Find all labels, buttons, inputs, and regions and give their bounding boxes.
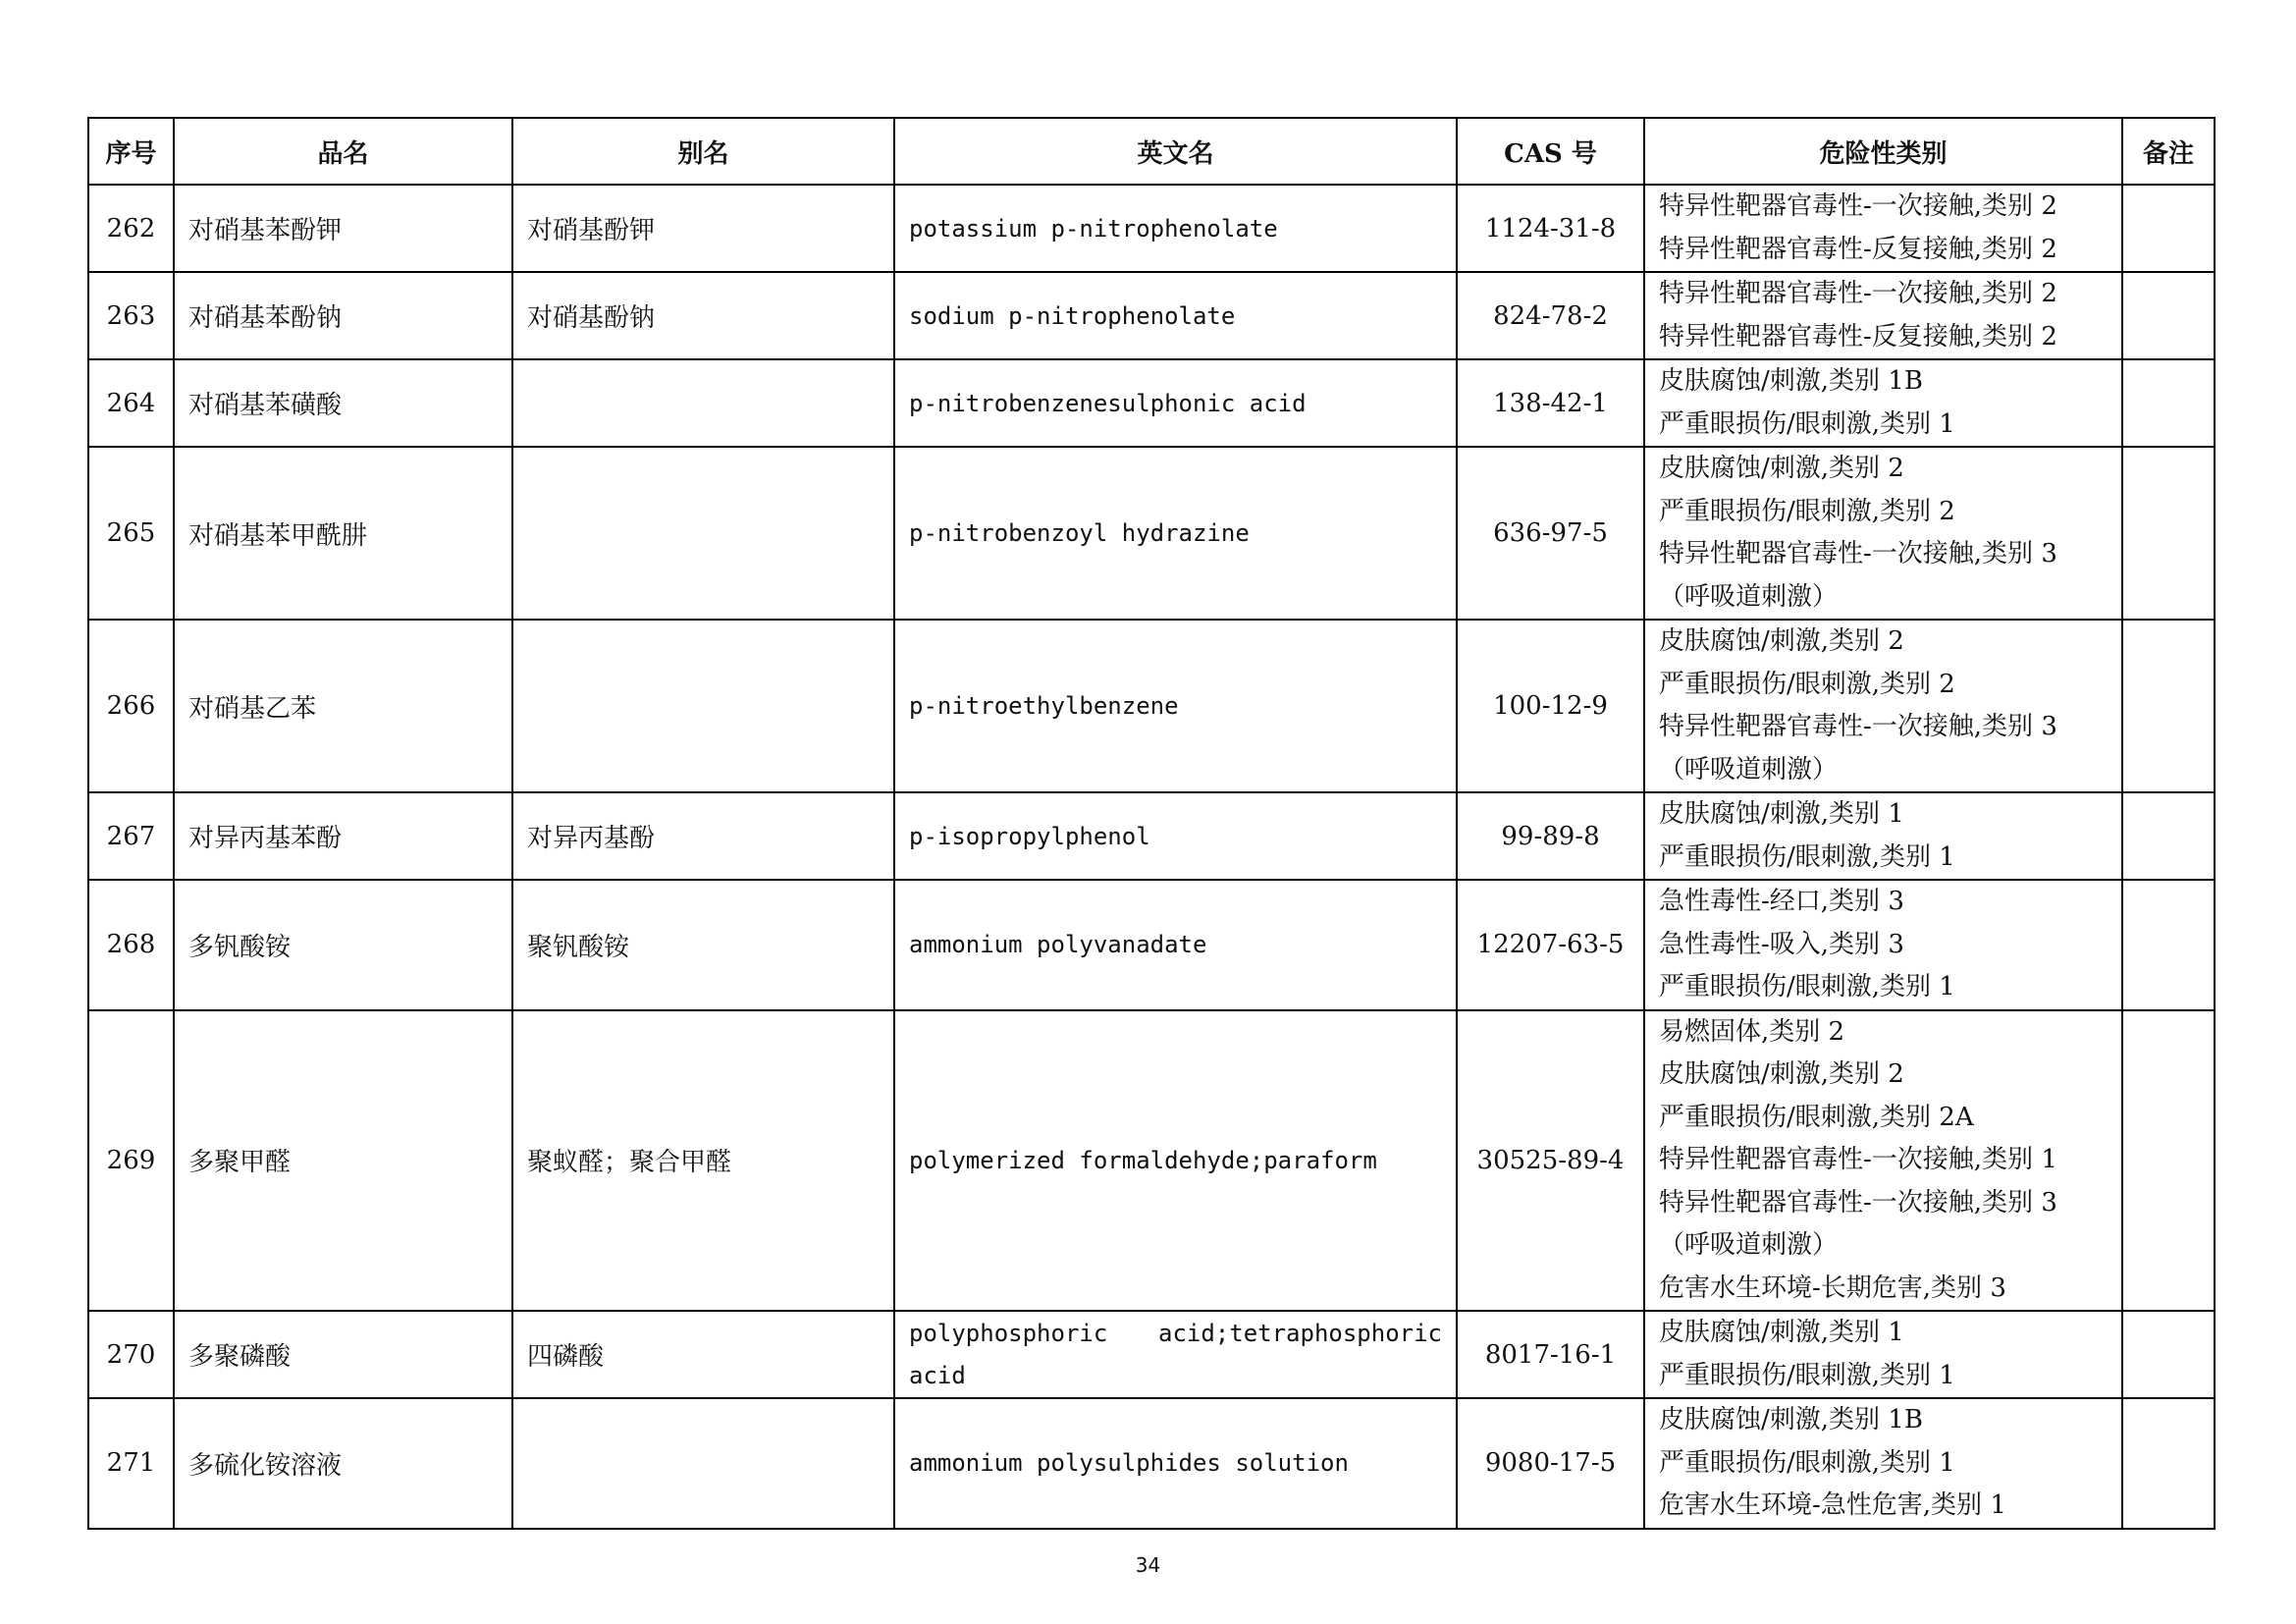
- cell-alias: [512, 1398, 894, 1529]
- cell-english: sodium p-nitrophenolate: [894, 272, 1457, 359]
- hazard-line: 严重眼损伤/眼刺激,类别 2: [1659, 669, 1955, 699]
- cell-english: ammonium polysulphides solution: [894, 1398, 1457, 1529]
- hazard-line: 易燃固体,类别 2: [1659, 1016, 1845, 1047]
- cell-no: 265: [88, 447, 174, 620]
- cell-cas: 30525-89-4: [1457, 1010, 1644, 1312]
- hazard-line: 特异性靶器官毒性-反复接触,类别 2: [1659, 321, 2057, 352]
- hazard-line: 严重眼损伤/眼刺激,类别 2A: [1659, 1102, 1974, 1132]
- cell-cas: 636-97-5: [1457, 447, 1644, 620]
- cell-no: 268: [88, 880, 174, 1010]
- cell-cas: 824-78-2: [1457, 272, 1644, 359]
- cell-no: 263: [88, 272, 174, 359]
- cell-hazard: [1644, 447, 2122, 620]
- hazard-line: 特异性靶器官毒性-一次接触,类别 3: [1659, 1187, 2057, 1218]
- page-number: 34: [1135, 1553, 1161, 1577]
- table-row: [88, 1010, 2215, 1312]
- cell-alias: 对硝基酚钾: [512, 185, 894, 272]
- cell-note: [2122, 1010, 2215, 1312]
- cell-cas: 99-89-8: [1457, 792, 1644, 880]
- table-row: [88, 620, 2215, 792]
- cell-no: 262: [88, 185, 174, 272]
- cell-note: [2122, 185, 2215, 272]
- table-row: [88, 272, 2215, 359]
- cell-english: polyphosphoric acid;tetraphosphoric acid: [894, 1311, 1457, 1398]
- cell-alias: 聚钒酸铵: [512, 880, 894, 1010]
- header-alias: 别名: [512, 118, 894, 185]
- cell-cas: 12207-63-5: [1457, 880, 1644, 1010]
- document-page: [87, 117, 2214, 1530]
- cell-hazard: [1644, 620, 2122, 792]
- cell-english: p-nitroethylbenzene: [894, 620, 1457, 792]
- cell-name: 对硝基苯甲酰肼: [174, 447, 512, 620]
- table-row: [88, 1398, 2215, 1529]
- cell-no: 271: [88, 1398, 174, 1529]
- hazard-line: 严重眼损伤/眼刺激,类别 2: [1659, 496, 1955, 526]
- hazard-line: 严重眼损伤/眼刺激,类别 1: [1659, 1447, 1955, 1478]
- hazard-line: 急性毒性-经口,类别 3: [1659, 887, 1904, 916]
- hazard-line: 特异性靶器官毒性-一次接触,类别 2: [1659, 279, 2057, 308]
- hazard-line: 特异性靶器官毒性-一次接触,类别 2: [1659, 191, 2057, 221]
- cell-cas: 100-12-9: [1457, 620, 1644, 792]
- cell-english: p-nitrobenzenesulphonic acid: [894, 359, 1457, 447]
- cell-english: p-isopropylphenol: [894, 792, 1457, 880]
- header-english: 英文名: [894, 118, 1457, 185]
- cell-name: 对异丙基苯酚: [174, 792, 512, 880]
- hazard-line: 皮肤腐蚀/刺激,类别 1: [1659, 1318, 1904, 1347]
- hazard-line: （呼吸道刺激）: [1659, 754, 1839, 785]
- cell-no: 264: [88, 359, 174, 447]
- table-row: [88, 1311, 2215, 1398]
- cell-note: [2122, 359, 2215, 447]
- hazard-line: 皮肤腐蚀/刺激,类别 1B: [1659, 366, 1923, 396]
- hazard-line: 皮肤腐蚀/刺激,类别 2: [1659, 626, 1904, 656]
- cell-name: 对硝基苯酚钾: [174, 185, 512, 272]
- table-row: [88, 185, 2215, 272]
- cell-english: ammonium polyvanadate: [894, 880, 1457, 1010]
- cell-name: 多钒酸铵: [174, 880, 512, 1010]
- hazard-line: 特异性靶器官毒性-一次接触,类别 3: [1659, 539, 2057, 568]
- hazard-line: 特异性靶器官毒性-反复接触,类别 2: [1659, 234, 2057, 264]
- cell-hazard: [1644, 272, 2122, 359]
- table-row: [88, 792, 2215, 880]
- cell-alias: 聚蚁醛；聚合甲醛: [512, 1010, 894, 1312]
- cell-name: 多聚甲醛: [174, 1010, 512, 1312]
- table-row: [88, 880, 2215, 1010]
- cell-no: 269: [88, 1010, 174, 1312]
- cell-name: 对硝基乙苯: [174, 620, 512, 792]
- cell-name: 多聚磷酸: [174, 1311, 512, 1398]
- table-row: [88, 447, 2215, 620]
- hazard-line: 特异性靶器官毒性-一次接触,类别 1: [1659, 1145, 2057, 1174]
- hazard-line: 皮肤腐蚀/刺激,类别 2: [1659, 1059, 1904, 1089]
- hazard-line: 皮肤腐蚀/刺激,类别 1B: [1659, 1405, 1923, 1435]
- hazard-line: 严重眼损伤/眼刺激,类别 1: [1659, 408, 1955, 439]
- cell-hazard: [1644, 185, 2122, 272]
- cell-hazard: [1644, 1311, 2122, 1398]
- cell-cas: 1124-31-8: [1457, 185, 1644, 272]
- cell-hazard: [1644, 1010, 2122, 1312]
- cell-name: 对硝基苯酚钠: [174, 272, 512, 359]
- hazard-line: 特异性靶器官毒性-一次接触,类别 3: [1659, 712, 2057, 741]
- header-note: 备注: [2122, 118, 2215, 185]
- cell-name: 对硝基苯磺酸: [174, 359, 512, 447]
- cell-note: [2122, 447, 2215, 620]
- cell-note: [2122, 1398, 2215, 1529]
- cell-alias: [512, 447, 894, 620]
- header-cas: CAS 号: [1457, 118, 1644, 185]
- table-row: [88, 359, 2215, 447]
- cell-no: 270: [88, 1311, 174, 1398]
- hazard-line: 严重眼损伤/眼刺激,类别 1: [1659, 841, 1955, 872]
- cell-hazard: [1644, 1398, 2122, 1529]
- cell-english: polymerized formaldehyde;paraform: [894, 1010, 1457, 1312]
- cell-cas: 8017-16-1: [1457, 1311, 1644, 1398]
- cell-hazard: [1644, 792, 2122, 880]
- cell-cas: 9080-17-5: [1457, 1398, 1644, 1529]
- hazard-line: 皮肤腐蚀/刺激,类别 2: [1659, 454, 1904, 483]
- cell-no: 267: [88, 792, 174, 880]
- cell-name: 多硫化铵溶液: [174, 1398, 512, 1529]
- cell-alias: [512, 359, 894, 447]
- hazard-line: （呼吸道刺激）: [1659, 581, 1839, 612]
- hazard-line: 危害水生环境-长期危害,类别 3: [1659, 1272, 2006, 1303]
- cell-note: [2122, 1311, 2215, 1398]
- cell-hazard: [1644, 359, 2122, 447]
- cell-note: [2122, 272, 2215, 359]
- header-hazard: 危险性类别: [1644, 118, 2122, 185]
- cell-note: [2122, 792, 2215, 880]
- chemicals-table: [87, 117, 2216, 1530]
- cell-alias: 四磷酸: [512, 1311, 894, 1398]
- hazard-line: 急性毒性-吸入,类别 3: [1659, 929, 1904, 959]
- cell-alias: [512, 620, 894, 792]
- table-body: [88, 185, 2215, 1529]
- cell-alias: 对硝基酚钠: [512, 272, 894, 359]
- cell-cas: 138-42-1: [1457, 359, 1644, 447]
- cell-alias: 对异丙基酚: [512, 792, 894, 880]
- hazard-line: 严重眼损伤/眼刺激,类别 1: [1659, 972, 1955, 1001]
- header-no: 序号: [88, 118, 174, 185]
- hazard-line: （呼吸道刺激）: [1659, 1230, 1839, 1260]
- cell-english: potassium p-nitrophenolate: [894, 185, 1457, 272]
- header-name: 品名: [174, 118, 512, 185]
- cell-note: [2122, 620, 2215, 792]
- cell-hazard: [1644, 880, 2122, 1010]
- hazard-line: 危害水生环境-急性危害,类别 1: [1659, 1490, 2006, 1520]
- header-row: [88, 118, 2215, 185]
- cell-note: [2122, 880, 2215, 1010]
- hazard-line: 皮肤腐蚀/刺激,类别 1: [1659, 799, 1904, 829]
- hazard-line: 严重眼损伤/眼刺激,类别 1: [1659, 1360, 1955, 1390]
- cell-english: p-nitrobenzoyl hydrazine: [894, 447, 1457, 620]
- cell-no: 266: [88, 620, 174, 792]
